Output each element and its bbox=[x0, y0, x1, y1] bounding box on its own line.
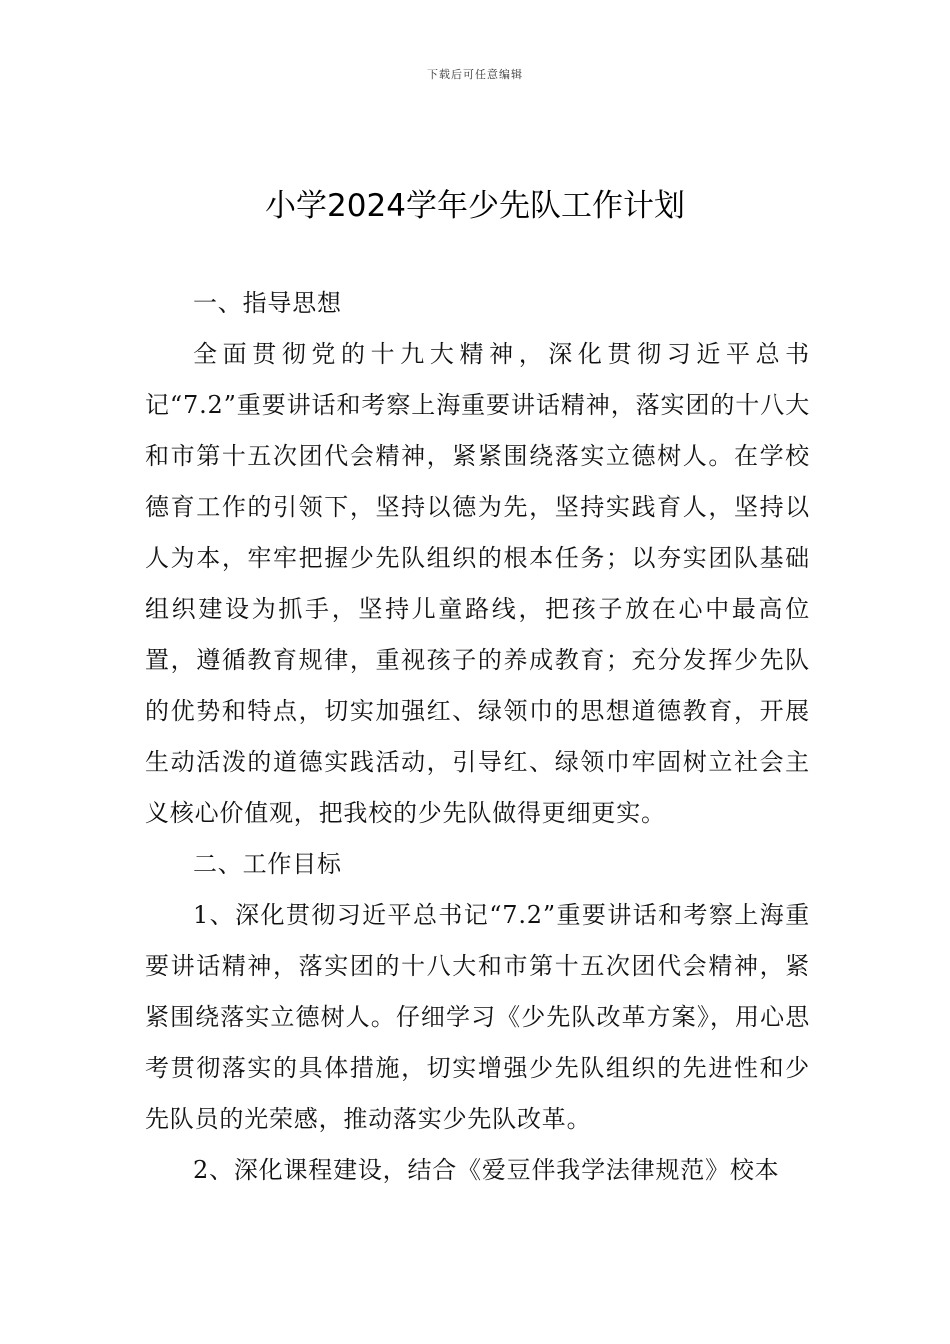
paragraph-guiding-ideology: 全面贯彻党的十九大精神，深化贯彻习近平总书记“7.2”重要讲话和考察上海重要讲话精神，落实团的十八大和市第十五次团代会精神，紧紧围绕落实立德树人。在学校德育工作的引领下，坚持以德为先，坚持实践育人，坚持以人为本，牢牢把握少先队组织的根本任务；以夯实团队基础组织建设为抓手，坚持儿童路线，把孩子放在心中最高位置，遵循教育规律，重视孩子的养成教育；充分发挥少先队的优势和特点，切实加强红、绿领巾的思想道德教育，开展生动活泼的道德实践活动，引导红、绿领巾牢固树立社会主义核心价值观，把我校的少先队做得更细更实。 bbox=[145, 340, 810, 827]
paragraph-goal-1: 1、深化贯彻习近平总书记“7.2”重要讲话和考察上海重要讲话精神，落实团的十八大和市第十五次团代会精神，紧紧围绕落实立德树人。仔细学习《少先队改革方案》，用心思考贯彻落实的具体措施，切实增强少先队组织的先进性和少先队员的光荣感，推动落实少先队改革。 bbox=[145, 901, 810, 1133]
section-heading-guiding-ideology: 一、指导思想 bbox=[193, 289, 342, 317]
section-heading-work-goals: 二、工作目标 bbox=[193, 850, 342, 878]
header-note: 下载后可任意编辑 bbox=[427, 68, 523, 81]
paragraph-goal-2: 2、深化课程建设，结合《爱豆伴我学法律规范》校本 bbox=[193, 1156, 780, 1184]
page-title: 小学2024学年少先队工作计划 bbox=[265, 188, 685, 224]
document-body bbox=[145, 278, 810, 1196]
